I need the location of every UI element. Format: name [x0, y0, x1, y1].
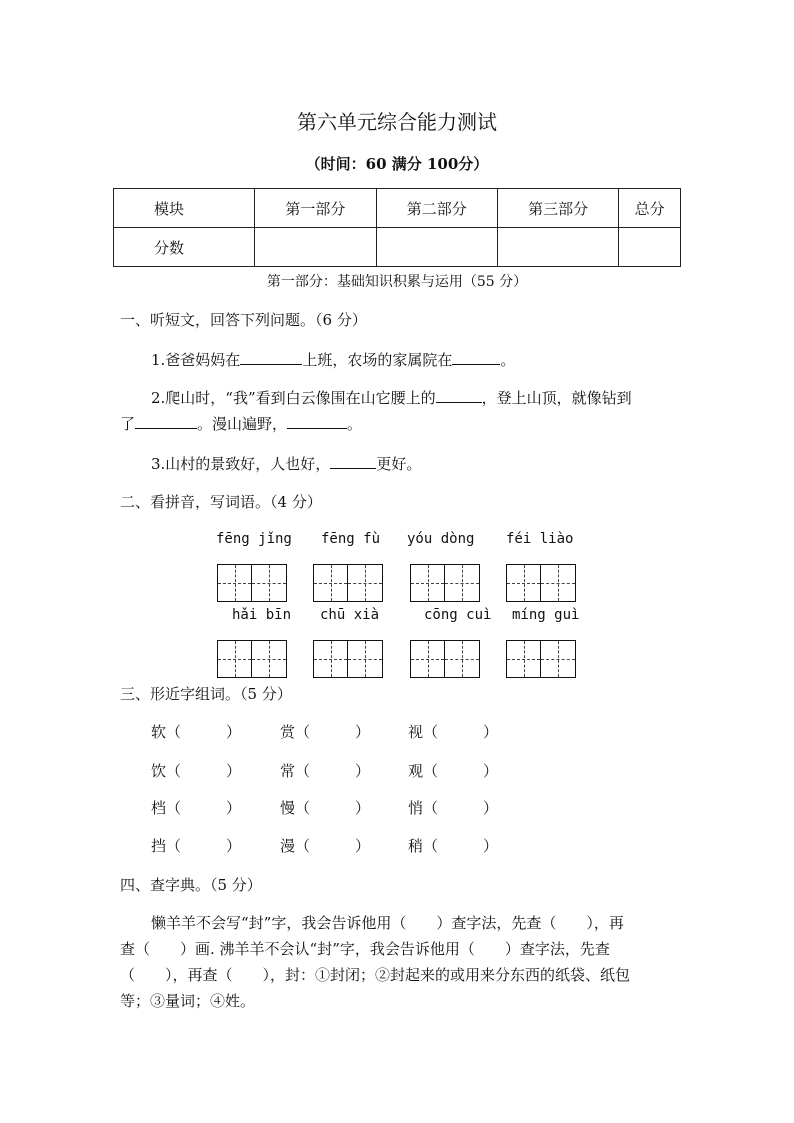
word-item[interactable]: 挡（ ） — [151, 837, 242, 855]
word-item[interactable]: 软（ ） — [151, 723, 242, 741]
section1-heading: 一、听短文，回答下列问题。（6 分） — [120, 311, 367, 329]
pinyin-label: fēng jǐng — [216, 531, 292, 547]
page-title: 第六单元综合能力测试 — [297, 110, 497, 134]
word-item[interactable]: 档（ ） — [151, 799, 242, 817]
pinyin-label: chū xià — [320, 607, 380, 623]
question-2 — [151, 387, 632, 408]
answer-blank[interactable] — [436, 388, 482, 403]
section4-heading: 四、查字典。（5 分） — [120, 876, 262, 894]
word-item[interactable]: 观（ ） — [408, 762, 499, 780]
question-text: 1.爸爸妈妈在 — [151, 351, 241, 369]
word-item[interactable]: 悄（ ） — [408, 799, 499, 817]
pinyin-label: hǎi bīn — [232, 607, 292, 623]
word-item[interactable]: 稍（ ） — [408, 837, 499, 855]
writing-grid[interactable] — [313, 564, 383, 602]
question-1 — [151, 349, 515, 370]
pinyin-label: yóu dòng — [407, 531, 475, 547]
answer-blank[interactable] — [330, 454, 376, 469]
question-text: 更好。 — [376, 455, 422, 473]
answer-blank[interactable] — [135, 414, 197, 429]
paragraph-line: 懒羊羊不会写“封”字，我会告诉他用（ ）查字法，先查（ ），再 — [151, 914, 624, 932]
word-item[interactable]: 常（ ） — [280, 762, 371, 780]
writing-grid[interactable] — [217, 640, 287, 678]
word-item[interactable]: 慢（ ） — [280, 799, 371, 817]
writing-grid[interactable] — [410, 564, 480, 602]
table-row — [114, 228, 681, 267]
question-text: 。 — [347, 415, 363, 433]
writing-grid[interactable] — [313, 640, 383, 678]
answer-blank[interactable] — [452, 350, 500, 365]
question-2-cont — [120, 413, 362, 434]
page-subtitle: （时间：60 满分 100分） — [305, 155, 489, 173]
question-text: 2.爬山时，“我”看到白云像围在山它腰上的 — [151, 389, 436, 407]
score-cell[interactable] — [255, 228, 376, 267]
answer-blank[interactable] — [287, 414, 347, 429]
table-header-cell: 第一部分 — [255, 189, 376, 228]
word-item[interactable]: 漫（ ） — [280, 837, 371, 855]
question-text: 了 — [120, 415, 136, 433]
question-text: 。漫山遍野， — [197, 415, 288, 433]
score-cell[interactable] — [376, 228, 497, 267]
part1-heading: 第一部分：基础知识积累与运用（55 分） — [266, 274, 528, 290]
word-item[interactable]: 饮（ ） — [151, 762, 242, 780]
word-item[interactable]: 赏（ ） — [280, 723, 371, 741]
paragraph-line: 等；③量词；④姓。 — [120, 992, 256, 1010]
writing-grid[interactable] — [506, 564, 576, 602]
score-cell[interactable] — [497, 228, 618, 267]
paragraph-line: （ ），再查（ ），封：①封闭；②封起来的或用来分东西的纸袋、纸包 — [120, 966, 631, 984]
score-cell[interactable] — [619, 228, 681, 267]
table-header-cell: 第三部分 — [497, 189, 618, 228]
section3-heading: 三、形近字组词。（5 分） — [120, 685, 292, 703]
question-text: 上班，农场的家属院在 — [302, 351, 453, 369]
word-item[interactable]: 视（ ） — [408, 723, 499, 741]
question-text: ，登上山顶，就像钻到 — [481, 389, 632, 407]
pinyin-label: féi liào — [506, 531, 574, 547]
section2-heading: 二、看拼音，写词语。（4 分） — [120, 493, 322, 511]
writing-grid[interactable] — [410, 640, 480, 678]
writing-grid[interactable] — [506, 640, 576, 678]
table-header-row — [114, 189, 681, 228]
writing-grid[interactable] — [217, 564, 287, 602]
question-3 — [151, 453, 421, 474]
question-text: 3.山村的景致好，人也好， — [151, 455, 331, 473]
question-text: 。 — [500, 351, 516, 369]
table-header-cell: 总分 — [619, 189, 681, 228]
score-table — [113, 188, 681, 267]
pinyin-label: míng guì — [512, 607, 580, 623]
table-header-cell: 模块 — [114, 189, 255, 228]
answer-blank[interactable] — [240, 350, 302, 365]
table-header-cell: 第二部分 — [376, 189, 497, 228]
pinyin-label: fēng fù — [321, 531, 381, 547]
paragraph-line: 查（ ）画. 沸羊羊不会认“封”字，我会告诉他用（ ）查字法，先查 — [120, 940, 610, 958]
table-row-label: 分数 — [114, 228, 255, 267]
pinyin-label: cōng cuì — [424, 607, 492, 623]
